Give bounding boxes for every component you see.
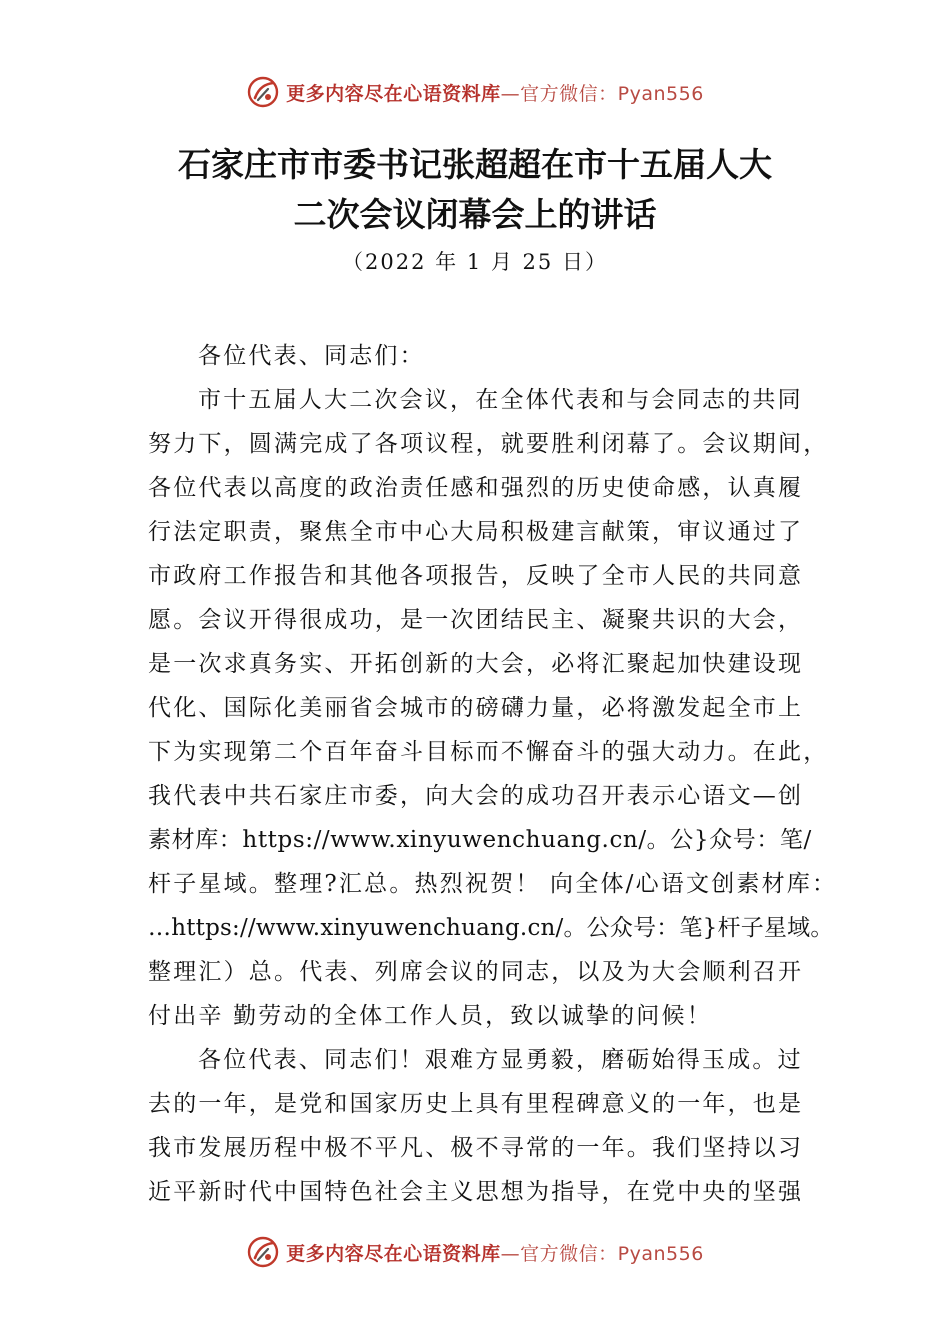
watermark-text bbox=[286, 79, 704, 106]
body-line: 杆子星域。整理?汇总。热烈祝贺！ 向全体/心语文创素材库： bbox=[148, 871, 838, 897]
body-line: 市十五届人大二次会议，在全体代表和与会同志的共同 bbox=[198, 387, 803, 413]
watermark-lead: 更多内容尽在心语资料库 bbox=[286, 82, 501, 105]
footer-watermark bbox=[0, 1232, 950, 1272]
body-line: 各位代表、同志们： bbox=[198, 343, 425, 369]
body-line: 去的一年，是党和国家历史上具有里程碑意义的一年，也是 bbox=[148, 1091, 804, 1117]
watermark-text bbox=[286, 1239, 704, 1266]
watermark-lead: 更多内容尽在心语资料库 bbox=[286, 1242, 501, 1265]
body-line: 各位代表以高度的政治责任感和强烈的历史使命感，认真履 bbox=[148, 475, 804, 501]
logo-icon bbox=[246, 75, 280, 109]
body-line: …https://www.xinyuwenchuang.cn/。公众号：笔}杆子星域。 bbox=[148, 915, 834, 941]
body-line: 下为实现第二个百年奋斗目标而不懈奋斗的强大动力。在此， bbox=[148, 739, 829, 765]
body-line: 代化、国际化美丽省会城市的磅礴力量，必将激发起全市上 bbox=[148, 695, 804, 721]
body-line: 市政府工作报告和其他各项报告，反映了全市人民的共同意 bbox=[148, 563, 804, 589]
body-line: 各位代表、同志们！艰难方显勇毅，磨砺始得玉成。过 bbox=[198, 1047, 803, 1073]
document-date: （2022 年 1 月 25 日） bbox=[342, 250, 608, 274]
title-line-1: 石家庄市市委书记张超超在市十五届人大 bbox=[178, 145, 772, 184]
body-line: 素材库：https://www.xinyuwenchuang.cn/。公}众号：笔/ bbox=[148, 827, 812, 853]
watermark-rest: —官方微信：Pyan556 bbox=[500, 82, 704, 105]
body-line: 付出辛 勤劳动的全体工作人员，致以诚挚的问候！ bbox=[148, 1003, 712, 1029]
body-line: 愿。会议开得很成功，是一次团结民主、凝聚共识的大会， bbox=[148, 607, 804, 633]
body-line: 努力下，圆满完成了各项议程，就要胜利闭幕了。会议期间， bbox=[148, 431, 829, 457]
document-title bbox=[0, 140, 950, 240]
watermark-rest: —官方微信：Pyan556 bbox=[500, 1242, 704, 1265]
body-line: 我市发展历程中极不平凡、极不寻常的一年。我们坚持以习 bbox=[148, 1135, 804, 1161]
body-line: 近平新时代中国特色社会主义思想为指导，在党中央的坚强 bbox=[148, 1179, 804, 1205]
logo-icon bbox=[246, 1235, 280, 1269]
body-line: 是一次求真务实、开拓创新的大会，必将汇聚起加快建设现 bbox=[148, 651, 804, 677]
body-line: 整理汇）总。代表、列席会议的同志，以及为大会顺利召开 bbox=[148, 959, 804, 985]
body-line: 行法定职责，聚焦全市中心大局积极建言献策，审议通过了 bbox=[148, 519, 804, 545]
header-watermark bbox=[0, 72, 950, 112]
body-line: 我代表中共石家庄市委，向大会的成功召开表示心语文—创 bbox=[148, 783, 804, 809]
title-line-2: 二次会议闭幕会上的讲话 bbox=[293, 195, 657, 234]
